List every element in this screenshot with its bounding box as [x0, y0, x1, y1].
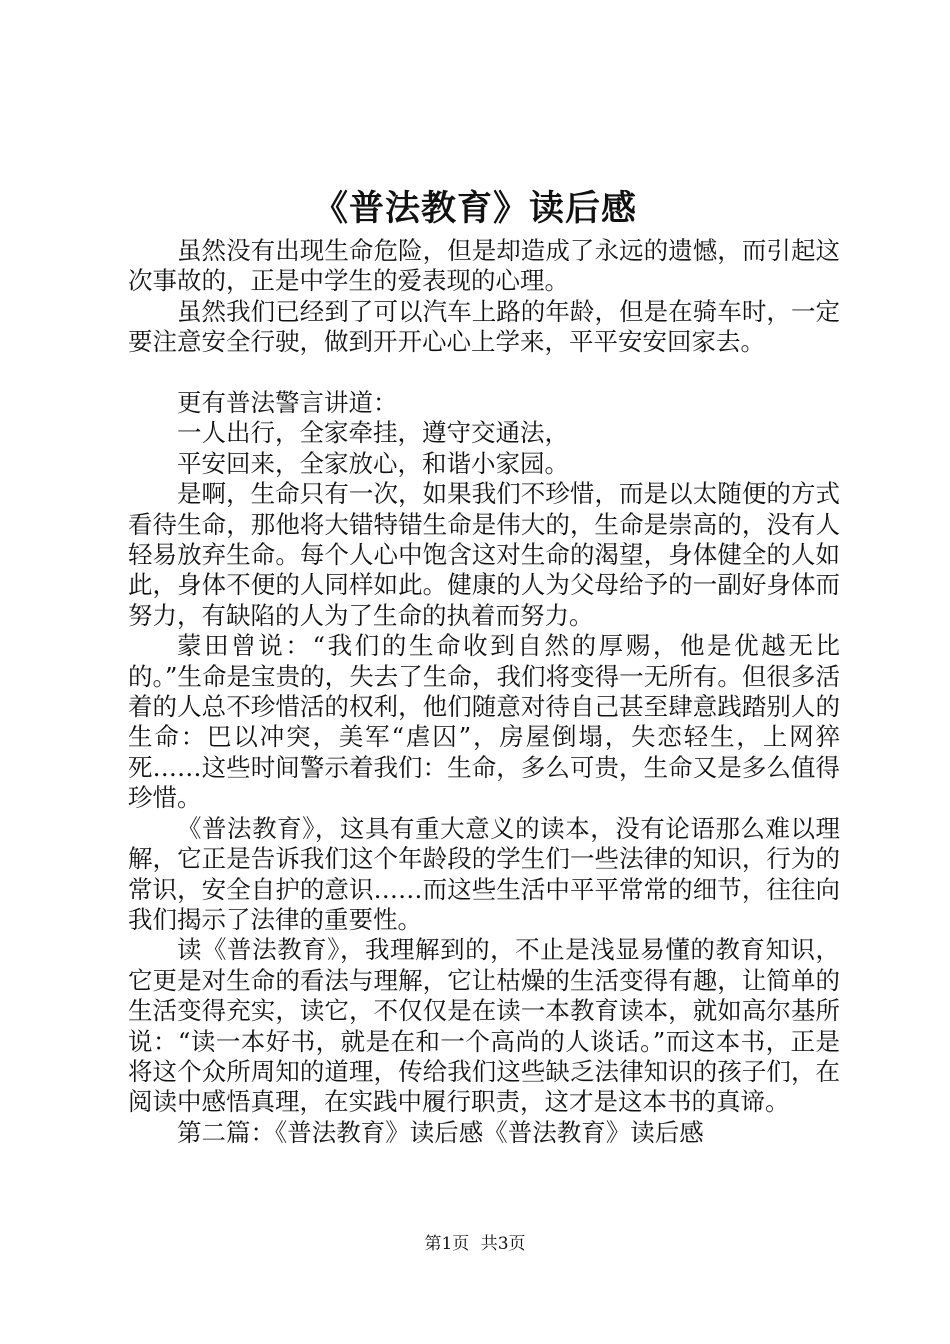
- paragraph: 蒙田曾说：“我们的生命收到自然的厚赐，他是优越无比的。”生命是宝贵的，失去了生命，我们将变得一无所有。但很多活着的人总不珍惜活的权利，他们随意对待自己甚至肆意践踏别人的生命：巴以冲突，美军“虐囚”，房屋倒塌，失恋轻生，上网猝死……这些时间警示着我们：生命，多么可贵，生命又是多么值得珍惜。: [128, 631, 840, 813]
- page-number: 第1页: [424, 1234, 470, 1254]
- paragraph: 虽然没有出现生命危险，但是却造成了永远的遗憾，而引起这次事故的，正是中学生的爱表现的心理。: [128, 236, 840, 296]
- document-title: 《普法教育》读后感: [312, 188, 637, 229]
- paragraph: 平安回来，全家放心，和谐小家园。: [177, 448, 569, 478]
- paragraph: 第二篇：《普法教育》读后感《普法教育》读后感: [177, 1117, 704, 1147]
- paragraph: 读《普法教育》，我理解到的，不止是浅显易懂的教育知识，它更是对生命的看法与理解，它让枯燥的生活变得有趣，让简单的生活变得充实，读它，不仅仅是在读一本教育读本，就如高尔基所说：“读一本好书，就是在和一个高尚的人谈话。”而这本书，正是将这个众所周知的道理，传给我们这些缺乏法律知识的孩子们，在阅读中感悟真理，在实践中履行职责，这才是这本书的真谛。: [128, 935, 840, 1117]
- page-total: 共3页: [480, 1234, 526, 1254]
- paragraph: 虽然我们已经到了可以汽车上路的年龄，但是在骑车时，一定要注意安全行驶，做到开开心心上学来，平平安安回家去。: [128, 296, 840, 357]
- paragraph: 一人出行，全家牵挂，遵守交通法，: [177, 418, 569, 448]
- paragraph: 更有普法警言讲道：: [177, 388, 398, 418]
- page-footer: [0, 1232, 950, 1256]
- paragraph: 是啊，生命只有一次，如果我们不珍惜，而是以太随便的方式看待生命，那他将大错特错生命是伟大的，生命是崇高的，没有人轻易放弃生命。每个人心中饱含这对生命的渴望，身体健全的人如此，身体不便的人同样如此。健康的人为父母给予的一副好身体而努力，有缺陷的人为了生命的执着而努力。: [128, 479, 840, 630]
- document-body: [128, 236, 840, 1148]
- paragraph: 《普法教育》，这具有重大意义的读本，没有论语那么难以理解，它正是告诉我们这个年龄段的学生们一些法律的知识，行为的常识，安全自护的意识……而这些生活中平平常常的细节，往往向我们揭示了法律的重要性。: [128, 813, 840, 934]
